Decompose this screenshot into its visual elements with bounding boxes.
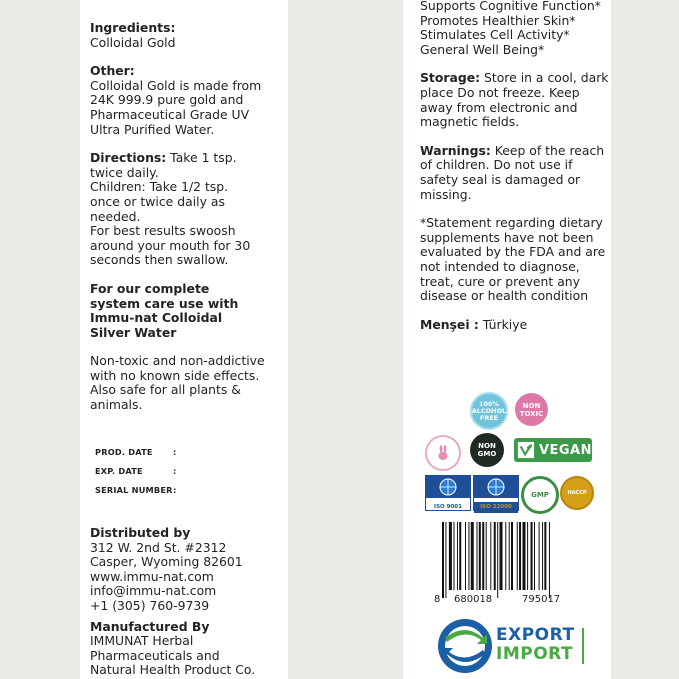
- gmp-badge-icon: [521, 476, 559, 514]
- storage-line: place Do not freeze. Keep: [420, 84, 580, 100]
- distributed-line: www.immu-nat.com: [90, 568, 214, 584]
- origin-value: Türkiye: [478, 316, 528, 332]
- vegan-badge: [514, 438, 592, 462]
- barcode-bar: [445, 522, 446, 598]
- benefit-line: Stimulates Cell Activity*: [420, 27, 570, 43]
- warnings-line: missing.: [420, 186, 472, 202]
- vegan-text: VEGAN: [538, 442, 592, 458]
- alcohol-top-text: 100%: [478, 399, 500, 408]
- alcohol-bot-text: FREE: [479, 413, 499, 422]
- statement-line: *Statement regarding dietary: [420, 215, 603, 231]
- barcode-bar: [490, 522, 491, 590]
- serial-number-label: SERIAL NUMBER: [95, 485, 173, 495]
- directions-line: needed.: [90, 208, 141, 224]
- storage-first: Store in a cool, dark: [480, 70, 609, 86]
- iso-9001-text: ISO 9001: [434, 504, 462, 510]
- barcode-bar: [544, 522, 546, 590]
- barcode-bar: [534, 522, 535, 590]
- other-line: 24K 999.9 pure gold and: [90, 92, 244, 108]
- benefit-line: Promotes Healthier Skin*: [420, 12, 576, 28]
- warnings-label: Warnings:: [420, 142, 491, 158]
- barcode-icon: [432, 522, 587, 600]
- warnings-first: Keep of the reach: [490, 142, 605, 158]
- non-toxic-badge-icon: [515, 393, 548, 426]
- export-import-logo-icon: [437, 618, 493, 674]
- date-fields: [95, 443, 176, 500]
- exp-date-label: EXP. DATE: [95, 466, 143, 476]
- barcode-bar: [457, 522, 458, 590]
- barcode-bar: [500, 522, 503, 590]
- storage-label: Storage:: [420, 70, 481, 86]
- barcode-bar: [505, 522, 506, 590]
- barcode-bar: [459, 522, 461, 590]
- statement-line: evaluated by the FDA and are: [420, 244, 606, 260]
- directions-label: Directions:: [90, 150, 167, 166]
- barcode-bar: [511, 522, 513, 590]
- manufactured-label: Manufactured By: [90, 618, 210, 634]
- iso-22000-text: ISO 22000: [474, 502, 518, 513]
- alcohol-mid-text: ALCOHOL: [471, 406, 507, 415]
- directions-line: Children: Take 1/2 tsp.: [90, 179, 229, 195]
- warnings-line: safety seal is damaged or: [420, 171, 581, 187]
- distributor-block: [90, 526, 255, 678]
- nontoxic-line: Non-toxic and non-addictive: [90, 353, 265, 369]
- nontoxic-bot-text: TOXIC: [519, 409, 544, 418]
- barcode-bar: [542, 522, 543, 590]
- colon: :: [173, 466, 177, 476]
- directions-line: For best results swoosh: [90, 223, 236, 239]
- directions-line: around your mouth for 30: [90, 237, 251, 253]
- nontoxic-top-text: NON: [522, 401, 541, 410]
- colon: :: [173, 447, 177, 457]
- statement-line: disease or health condition: [420, 288, 589, 304]
- manufactured-line: IMMUNAT Herbal: [90, 633, 194, 649]
- ingredients-label: Ingredients:: [90, 20, 176, 35]
- export-word: EXPORT: [496, 625, 575, 645]
- gmp-text: GMP: [531, 491, 549, 499]
- barcode-digit-group: 795017: [522, 594, 561, 605]
- care-line: Immu-nat Colloidal: [90, 310, 223, 326]
- cruelty-free-rabbit-icon: [425, 435, 461, 471]
- statement-line: not intended to diagnose,: [420, 258, 580, 274]
- haccp-text: HACCP: [567, 490, 587, 496]
- directions-line: twice daily.: [90, 164, 159, 180]
- barcode-bar: [549, 522, 550, 598]
- distributed-line: info@immu-nat.com: [90, 583, 217, 599]
- haccp-badge-icon: [560, 476, 594, 510]
- benefit-line: General Well Being*: [420, 41, 545, 57]
- colon: :: [173, 485, 177, 495]
- nontoxic-line: animals.: [90, 397, 143, 413]
- care-line: system care use with: [90, 295, 239, 311]
- left-text-column: [90, 21, 265, 413]
- other-label: Other:: [90, 63, 135, 79]
- barcode-bar: [471, 522, 474, 590]
- export-divider: [582, 628, 584, 664]
- barcode-digits: [434, 594, 584, 605]
- origin-label: Menşei :: [420, 316, 479, 332]
- distributed-line: +1 (305) 760-9739: [90, 597, 210, 613]
- manufactured-line: Pharmaceuticals and: [90, 647, 220, 663]
- directions-line: once or twice daily as: [90, 193, 225, 209]
- right-text-column: [420, 0, 608, 332]
- globe-icon: [474, 476, 518, 498]
- barcode-bar: [468, 522, 469, 590]
- distributed-line: 312 W. 2nd St. #2312: [90, 539, 227, 555]
- barcode-bar: [477, 522, 478, 590]
- statement-line: supplements have not been: [420, 229, 594, 245]
- manufactured-line: Natural Health Product Co.: [90, 662, 256, 678]
- nontoxic-line: Also safe for all plants &: [90, 382, 241, 398]
- storage-line: away from electronic and: [420, 99, 578, 115]
- import-word: IMPORT: [496, 644, 574, 664]
- barcode-bar: [479, 522, 481, 590]
- other-line: Ultra Purified Water.: [90, 121, 215, 137]
- statement-line: treat, cure or prevent any: [420, 273, 580, 289]
- iso-22000-badge: [473, 475, 519, 511]
- care-line: Silver Water: [90, 324, 177, 340]
- alcohol-free-badge-icon: [470, 392, 508, 430]
- ingredients-value: Colloidal Gold: [90, 34, 176, 50]
- distributed-label: Distributed by: [90, 525, 191, 540]
- rabbit-icon: [434, 444, 452, 462]
- barcode-bar: [454, 522, 455, 590]
- barcode-bar: [497, 522, 498, 598]
- benefit-line: Supports Cognitive Function*: [420, 0, 601, 13]
- warnings-line: of children. Do not use if: [420, 157, 573, 173]
- iso-9001-badge: [425, 475, 471, 511]
- other-line: Colloidal Gold is made from: [90, 77, 262, 93]
- barcode-bar: [531, 522, 533, 590]
- barcode-digit-group: 680018: [454, 594, 493, 605]
- care-line: For our complete: [90, 280, 210, 296]
- barcode-digit-prefix: 8: [434, 594, 441, 605]
- distributed-line: Casper, Wyoming 82601: [90, 554, 243, 570]
- barcode-bar: [539, 522, 540, 590]
- barcode-bar: [527, 522, 528, 590]
- leaf-icon: [517, 440, 535, 460]
- non-gmo-badge-icon: [470, 433, 504, 467]
- storage-line: magnetic fields.: [420, 114, 520, 130]
- other-line: Pharmaceutical Grade UV: [90, 106, 250, 122]
- barcode-bar: [442, 522, 444, 598]
- barcode-bar: [523, 522, 526, 590]
- prod-date-label: PROD. DATE: [95, 447, 153, 457]
- barcode-bar: [486, 522, 487, 590]
- barcode-bar: [519, 522, 521, 590]
- globe-icon: [426, 476, 470, 498]
- directions-first: Take 1 tsp.: [166, 150, 237, 166]
- nongmo-top-text: NON: [478, 442, 496, 450]
- barcode-bar: [449, 522, 452, 590]
- barcode-bar: [482, 522, 484, 590]
- nongmo-bot-text: GMO: [477, 450, 497, 458]
- barcode-bar: [509, 522, 510, 590]
- barcode-bar: [465, 522, 466, 590]
- directions-line: seconds then swallow.: [90, 252, 229, 268]
- barcode-bar: [517, 522, 518, 590]
- nontoxic-line: with no known side effects.: [90, 367, 260, 383]
- barcode-bar: [494, 522, 496, 590]
